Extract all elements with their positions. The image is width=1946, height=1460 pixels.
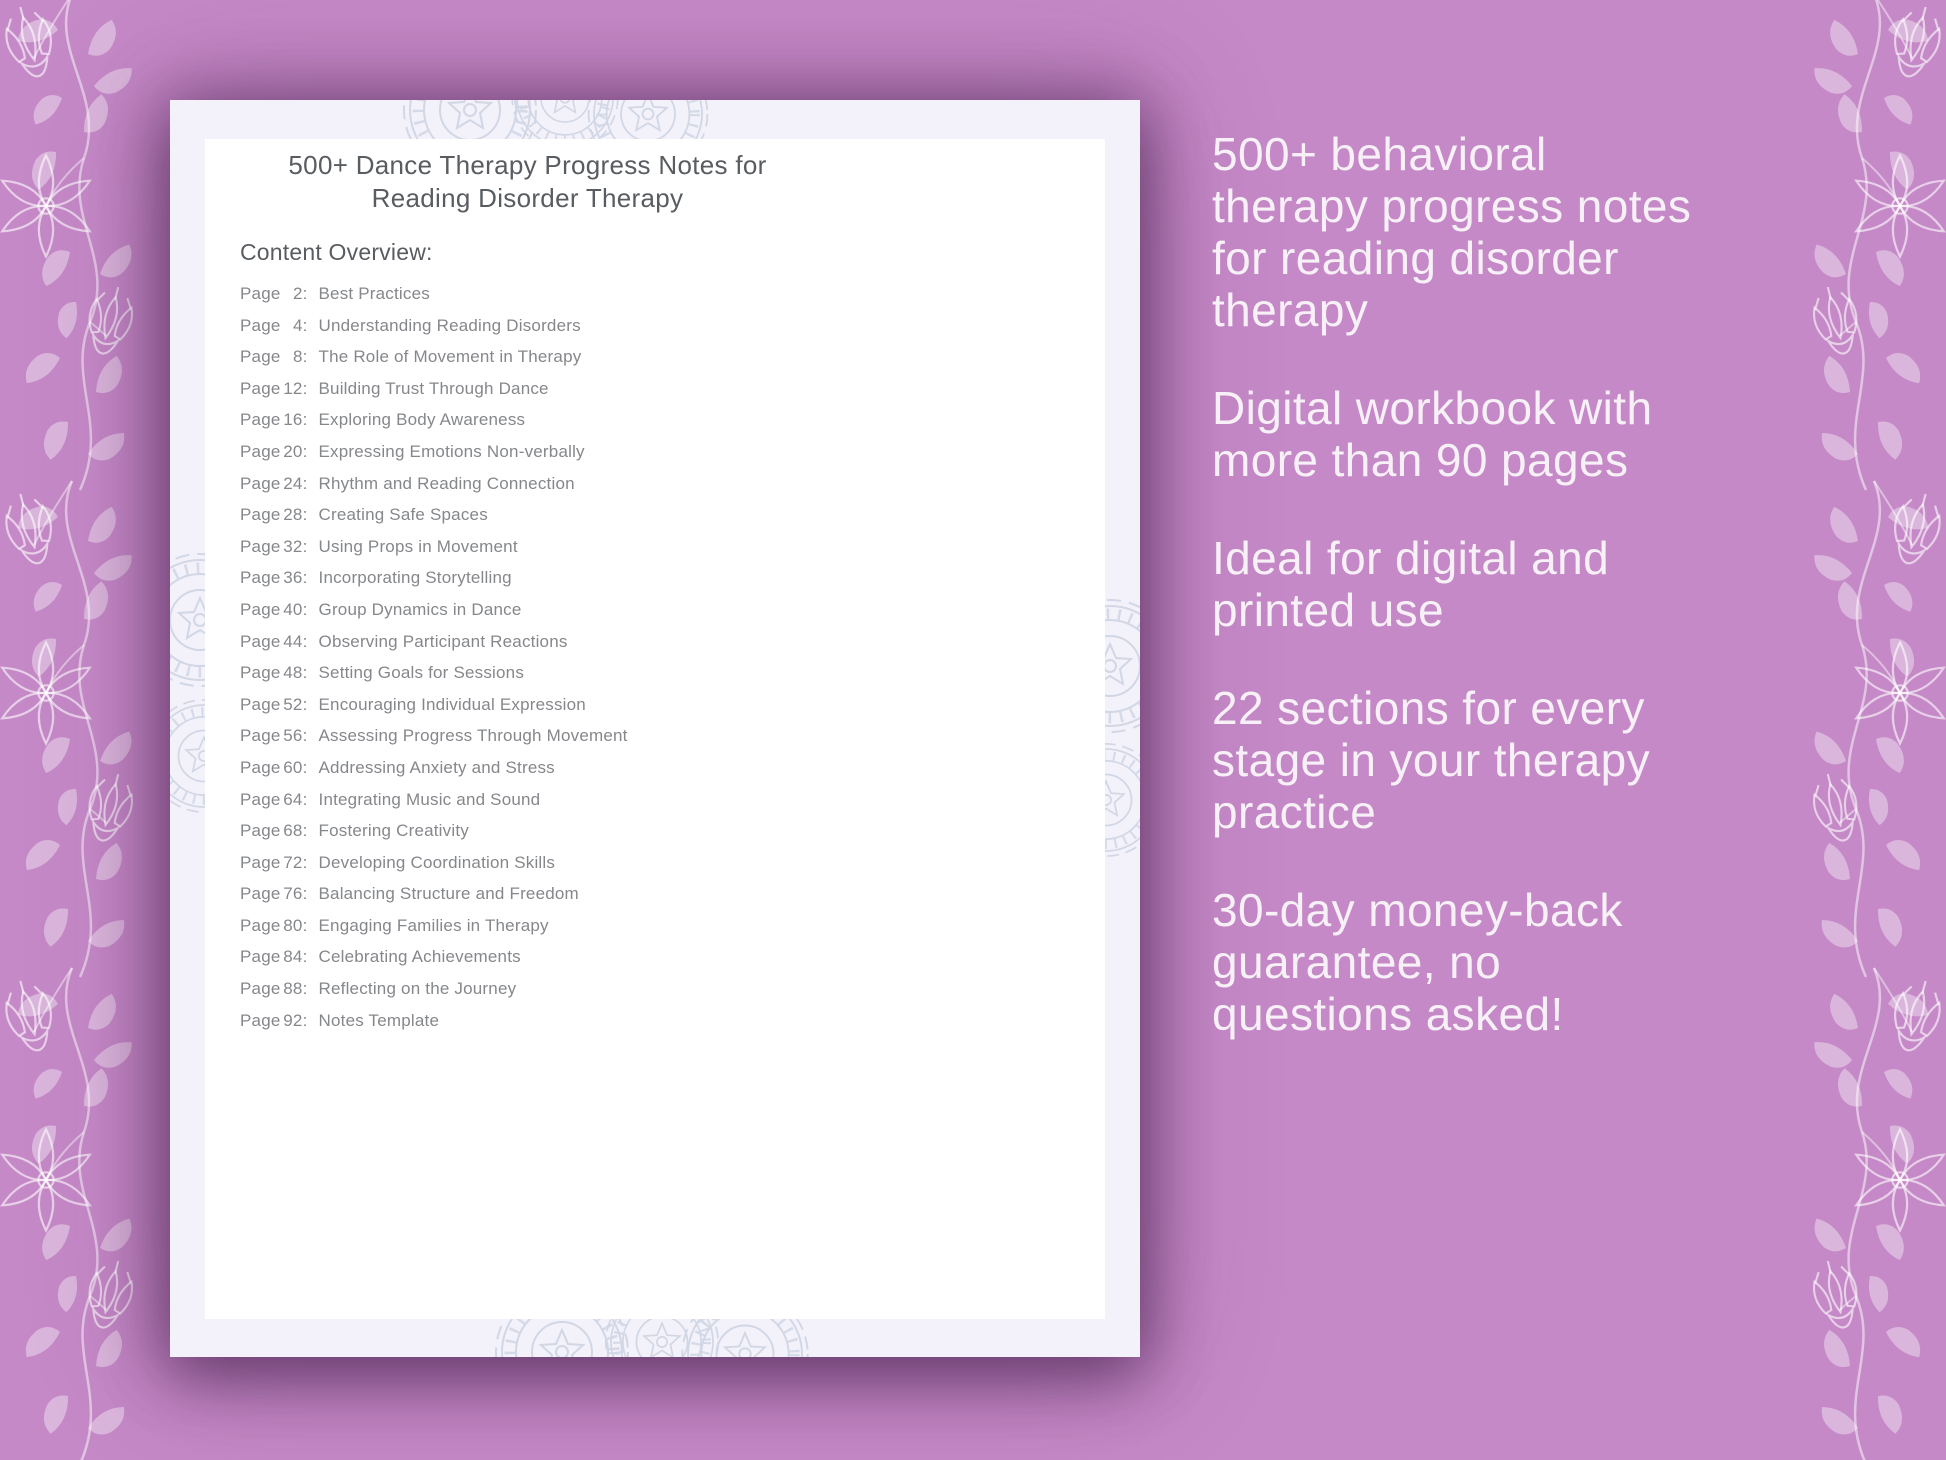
toc-item-title: Fostering Creativity	[318, 821, 469, 841]
toc-item	[240, 726, 815, 746]
marketing-line: for reading disorder	[1212, 232, 1619, 284]
toc-item-title: Rhythm and Reading Connection	[318, 473, 575, 493]
toc-item	[240, 758, 815, 778]
toc-item	[240, 1011, 815, 1031]
toc-page-word: Page	[240, 473, 281, 493]
toc-page-number: 56:	[283, 726, 308, 746]
toc-item-title: Creating Safe Spaces	[318, 505, 488, 525]
toc-page-word: Page	[240, 378, 281, 398]
toc-item	[240, 853, 815, 873]
toc-item-title: Group Dynamics in Dance	[318, 599, 522, 619]
toc-item-title: Observing Participant Reactions	[318, 631, 568, 651]
document-title	[240, 149, 815, 215]
marketing-paragraph	[1212, 884, 1852, 1040]
toc-page-number: 48:	[283, 663, 308, 683]
toc-item	[240, 505, 815, 525]
toc-page-word: Page	[240, 284, 281, 303]
toc-item	[240, 600, 815, 620]
toc-page-number: 76:	[283, 884, 308, 904]
toc-item	[240, 284, 815, 304]
marketing-line: therapy progress notes	[1212, 180, 1692, 232]
toc-item-title: Understanding Reading Disorders	[318, 315, 581, 335]
toc-item-title: Using Props in Movement	[318, 536, 518, 556]
toc-page-word: Page	[240, 568, 281, 588]
toc-item-title: Balancing Structure and Freedom	[318, 884, 579, 904]
marketing-line: Ideal for digital and	[1212, 532, 1610, 584]
marketing-line: 500+ behavioral	[1212, 128, 1547, 180]
toc-item	[240, 537, 815, 557]
toc-item	[240, 568, 815, 588]
toc-page-word: Page	[240, 663, 281, 683]
toc-page-word: Page	[240, 852, 281, 872]
document-content	[240, 149, 815, 1031]
toc-page-number: 40:	[283, 599, 308, 619]
toc-page-number: 84:	[283, 947, 308, 967]
toc-item-title: Developing Coordination Skills	[318, 852, 556, 872]
toc-item	[240, 632, 815, 652]
marketing-line: therapy	[1212, 284, 1369, 336]
marketing-paragraph	[1212, 532, 1852, 636]
toc-page-number: 16:	[283, 410, 308, 430]
toc-page-number: 64:	[283, 789, 308, 809]
toc-item	[240, 347, 815, 367]
toc-item-title: Assessing Progress Through Movement	[318, 726, 628, 746]
document-title-line2: Reading Disorder Therapy	[371, 183, 684, 213]
toc-page-word: Page	[240, 536, 281, 556]
marketing-line: 22 sections for every	[1212, 682, 1645, 734]
toc-item-title: Reflecting on the Journey	[318, 979, 517, 999]
marketing-line: more than 90 pages	[1212, 434, 1629, 486]
toc-page-word: Page	[240, 441, 281, 461]
marketing-copy	[1212, 128, 1852, 1086]
toc-item	[240, 410, 815, 430]
toc-item	[240, 979, 815, 999]
toc-page-word: Page	[240, 789, 281, 809]
toc-item-title: Integrating Music and Sound	[318, 789, 541, 809]
content-overview-label: Content Overview:	[240, 239, 433, 265]
toc-item-title: Notes Template	[318, 1010, 440, 1030]
toc-item-title: Encouraging Individual Expression	[318, 694, 586, 714]
toc-page-number: 4:	[292, 315, 308, 335]
marketing-line: 30-day money-back	[1212, 884, 1623, 936]
toc-list	[240, 284, 815, 1031]
toc-item	[240, 379, 815, 399]
toc-page-word: Page	[240, 694, 281, 714]
toc-page-word: Page	[240, 347, 281, 367]
toc-item	[240, 947, 815, 967]
workbook-cover-card	[170, 100, 1140, 1357]
toc-page-number: 28:	[283, 505, 308, 525]
toc-item-title: Addressing Anxiety and Stress	[318, 757, 555, 777]
marketing-line: printed use	[1212, 584, 1444, 636]
toc-page-number: 52:	[283, 694, 308, 714]
toc-item	[240, 790, 815, 810]
marketing-line: questions asked!	[1212, 988, 1564, 1040]
toc-page-word: Page	[240, 979, 281, 999]
marketing-line: practice	[1212, 786, 1377, 838]
marketing-line: stage in your therapy	[1212, 734, 1650, 786]
toc-page-number: 24:	[283, 473, 308, 493]
toc-page-word: Page	[240, 757, 281, 777]
toc-item-title: Engaging Families in Therapy	[318, 915, 549, 935]
toc-page-word: Page	[240, 631, 281, 651]
toc-item-title: Exploring Body Awareness	[318, 410, 526, 430]
toc-page-number: 36:	[283, 568, 308, 588]
toc-page-number: 60:	[283, 757, 308, 777]
marketing-line: guarantee, no	[1212, 936, 1502, 988]
marketing-paragraph	[1212, 382, 1852, 486]
toc-page-word: Page	[240, 410, 281, 430]
toc-item	[240, 442, 815, 462]
toc-item	[240, 695, 815, 715]
toc-page-word: Page	[240, 884, 281, 904]
toc-item	[240, 916, 815, 936]
toc-page-number: 12:	[283, 378, 308, 398]
toc-page-number: 20:	[283, 441, 308, 461]
toc-item-title: Celebrating Achievements	[318, 947, 521, 967]
toc-item	[240, 821, 815, 841]
toc-page-word: Page	[240, 599, 281, 619]
toc-page-number: 88:	[283, 979, 308, 999]
toc-item-title: Building Trust Through Dance	[318, 378, 549, 398]
toc-item-title: The Role of Movement in Therapy	[318, 347, 582, 367]
toc-page-number: 44:	[283, 631, 308, 651]
marketing-line: Digital workbook with	[1212, 382, 1653, 434]
toc-page-number: 2:	[292, 284, 308, 303]
toc-item-title: Best Practices	[318, 284, 430, 303]
toc-item	[240, 316, 815, 336]
toc-page-word: Page	[240, 947, 281, 967]
toc-page-word: Page	[240, 821, 281, 841]
toc-item-title: Setting Goals for Sessions	[318, 663, 525, 683]
toc-page-number: 68:	[283, 821, 308, 841]
document-title-line1: 500+ Dance Therapy Progress Notes for	[288, 150, 767, 180]
toc-page-number: 72:	[283, 852, 308, 872]
toc-page-word: Page	[240, 505, 281, 525]
toc-page-number: 80:	[283, 915, 308, 935]
toc-page-word: Page	[240, 726, 281, 746]
marketing-paragraph	[1212, 128, 1852, 336]
toc-item-title: Expressing Emotions Non-verbally	[318, 441, 585, 461]
toc-page-word: Page	[240, 915, 281, 935]
toc-item	[240, 663, 815, 683]
marketing-paragraph	[1212, 682, 1852, 838]
toc-item-title: Incorporating Storytelling	[318, 568, 512, 588]
toc-item	[240, 474, 815, 494]
floral-border-left-decoration	[0, 0, 158, 1460]
toc-page-word: Page	[240, 1010, 281, 1030]
toc-page-word: Page	[240, 315, 281, 335]
toc-page-number: 92:	[283, 1010, 308, 1030]
toc-item	[240, 884, 815, 904]
toc-page-number: 32:	[283, 536, 308, 556]
toc-page-number: 8:	[292, 347, 308, 367]
document-page	[205, 139, 1105, 1319]
